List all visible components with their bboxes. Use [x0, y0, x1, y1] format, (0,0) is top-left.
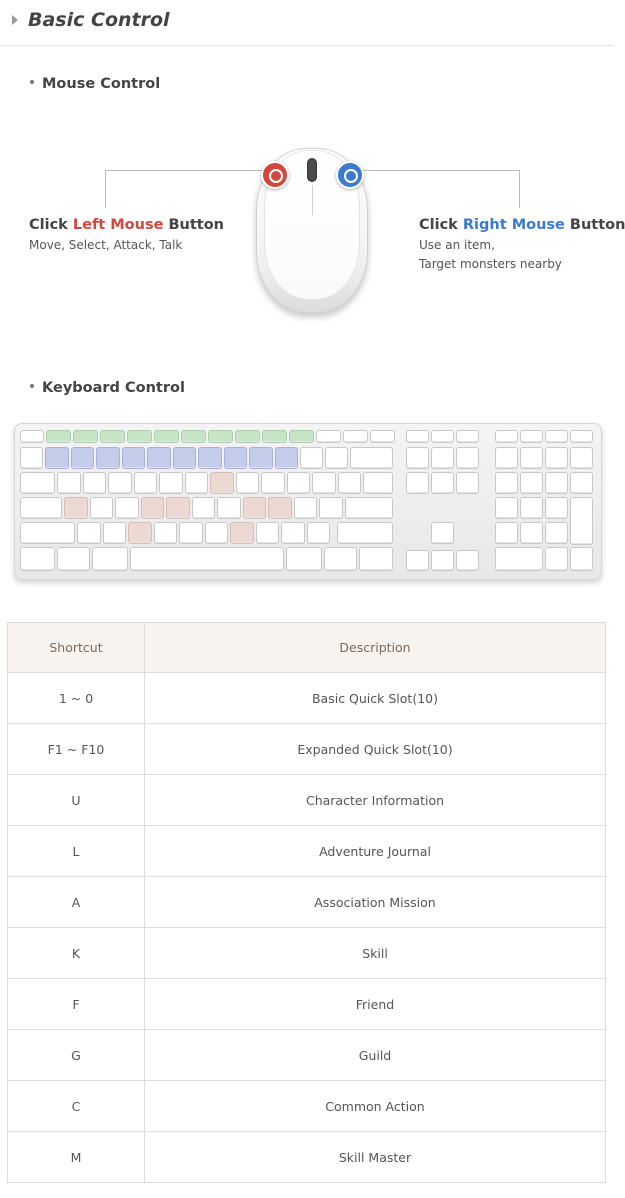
- description-cell: Association Mission: [145, 877, 606, 928]
- shortcut-cell: U: [8, 775, 145, 826]
- keyboard-key: [325, 447, 348, 469]
- keyboard-key: [122, 447, 146, 469]
- description-cell: Friend: [145, 979, 606, 1030]
- keyboard-key: [154, 430, 179, 443]
- keyboard-key: [286, 547, 322, 571]
- table-row: [8, 826, 606, 877]
- keyboard-key: [261, 472, 285, 494]
- keyboard-key: [495, 522, 518, 544]
- shortcut-cell: L: [8, 826, 145, 877]
- keyboard-key: [545, 472, 568, 494]
- keyboard-key: [406, 472, 429, 494]
- keyboard-key: [406, 447, 429, 469]
- keyboard-key: [545, 497, 568, 519]
- description-cell: Skill: [145, 928, 606, 979]
- keyboard-key: [83, 472, 107, 494]
- keyboard-key: [20, 472, 55, 494]
- keyboard-key: [545, 547, 568, 571]
- keyboard-key: [350, 447, 393, 469]
- shortcut-table: [7, 622, 606, 1183]
- keyboard-key: [147, 447, 171, 469]
- keyboard-key: [103, 522, 127, 544]
- keyboard-key: [345, 497, 393, 519]
- keyboard-key: [495, 497, 518, 519]
- triangle-right-icon: [12, 15, 18, 25]
- keyboard-key: [20, 522, 75, 544]
- keyboard-key: [324, 547, 357, 571]
- keyboard-key: [208, 430, 233, 443]
- keyboard-key: [316, 430, 341, 443]
- keyboard-key: [141, 497, 165, 519]
- keyboard-key: [570, 497, 593, 545]
- keyboard-key: [185, 472, 209, 494]
- shortcut-cell: F1 ~ F10: [8, 724, 145, 775]
- keyboard-key: [179, 522, 203, 544]
- keyboard-key: [343, 430, 368, 443]
- table-row: [8, 877, 606, 928]
- keyboard-key: [210, 472, 234, 494]
- right-mouse-button-marker: [336, 161, 364, 189]
- keyboard-key: [256, 522, 280, 544]
- keyboard-key: [198, 447, 222, 469]
- mouse-control-subtitle: [30, 76, 160, 92]
- description-cell: Guild: [145, 1030, 606, 1081]
- keyboard-key: [127, 430, 152, 443]
- shortcut-cell: F: [8, 979, 145, 1030]
- keyboard-key: [300, 447, 323, 469]
- bullet-icon: [30, 384, 34, 388]
- keyboard-key: [235, 430, 260, 443]
- keyboard-key: [154, 522, 178, 544]
- keyboard-key: [71, 447, 95, 469]
- shortcut-cell: A: [8, 877, 145, 928]
- table-row: [8, 928, 606, 979]
- left-mouse-button-marker: [261, 161, 289, 189]
- keyboard-key: [159, 472, 183, 494]
- keyboard-key: [319, 497, 343, 519]
- keyboard-control-label: Keyboard Control: [42, 380, 185, 396]
- left-click-description: Move, Select, Attack, Talk: [29, 238, 183, 252]
- keyboard-key: [370, 430, 395, 443]
- keyboard-key: [307, 522, 331, 544]
- keyboard-key: [495, 547, 543, 571]
- scroll-wheel-icon: [307, 158, 317, 182]
- keyboard-key: [520, 430, 543, 443]
- keyboard-key: [289, 430, 314, 443]
- keyboard-key: [230, 522, 254, 544]
- shortcut-cell: M: [8, 1132, 145, 1183]
- left-connector-line: [105, 170, 270, 171]
- keyboard-key: [217, 497, 241, 519]
- keyboard-key: [406, 430, 429, 443]
- keyboard-key: [312, 472, 336, 494]
- description-cell: Character Information: [145, 775, 606, 826]
- keyboard-key: [20, 430, 44, 443]
- mouse-control-label: Mouse Control: [42, 76, 161, 92]
- keyboard-key: [431, 430, 454, 443]
- description-cell: Expanded Quick Slot(10): [145, 724, 606, 775]
- keyboard-key: [181, 430, 206, 443]
- keyboard-key: [20, 497, 62, 519]
- keyboard-key: [431, 447, 454, 469]
- keyboard-key: [456, 550, 479, 571]
- right-click-description: Use an item, Target monsters nearby: [419, 238, 562, 271]
- keyboard-key: [134, 472, 158, 494]
- keyboard-key: [57, 472, 81, 494]
- bullet-icon: [30, 80, 34, 84]
- keyboard-key: [431, 472, 454, 494]
- description-cell: Common Action: [145, 1081, 606, 1132]
- left-connector-line: [105, 170, 106, 208]
- keyboard-illustration: [14, 423, 602, 580]
- keyboard-key: [192, 497, 216, 519]
- left-click-title: Click Left Mouse Button: [29, 217, 224, 233]
- keyboard-key: [456, 447, 479, 469]
- left-mouse-highlight: Left Mouse: [72, 217, 164, 233]
- keyboard-key: [520, 447, 543, 469]
- keyboard-key: [456, 472, 479, 494]
- keyboard-key: [545, 522, 568, 544]
- keyboard-key: [495, 472, 518, 494]
- keyboard-key: [456, 430, 479, 443]
- keyboard-key: [495, 430, 518, 443]
- keyboard-key: [45, 447, 69, 469]
- table-row: [8, 1030, 606, 1081]
- shortcut-column-header: Shortcut: [8, 623, 145, 673]
- keyboard-key: [243, 497, 267, 519]
- shortcut-cell: 1 ~ 0: [8, 673, 145, 724]
- keyboard-key: [275, 447, 299, 469]
- table-row: [8, 1081, 606, 1132]
- keyboard-key: [294, 497, 318, 519]
- description-column-header: Description: [145, 623, 606, 673]
- right-click-title: Click Right Mouse Button: [419, 217, 625, 233]
- table-row: [8, 775, 606, 826]
- keyboard-key: [115, 497, 139, 519]
- keyboard-key: [92, 547, 128, 571]
- keyboard-key: [100, 430, 125, 443]
- mouse-button-divider: [312, 185, 313, 215]
- table-header-row: [8, 623, 606, 673]
- keyboard-key: [73, 430, 98, 443]
- table-body: [8, 673, 606, 1183]
- keyboard-key: [77, 522, 101, 544]
- section-header: [0, 0, 614, 46]
- keyboard-key: [570, 472, 593, 494]
- section-title: Basic Control: [28, 9, 170, 31]
- table-row: [8, 724, 606, 775]
- keyboard-key: [363, 472, 393, 494]
- keyboard-key: [495, 447, 518, 469]
- keyboard-key: [64, 497, 88, 519]
- table-row: [8, 673, 606, 724]
- keyboard-key: [570, 430, 593, 443]
- keyboard-key: [57, 547, 90, 571]
- keyboard-key: [96, 447, 120, 469]
- keyboard-key: [545, 430, 568, 443]
- description-cell: Basic Quick Slot(10): [145, 673, 606, 724]
- right-mouse-highlight: Right Mouse: [462, 217, 565, 233]
- keyboard-key: [520, 497, 543, 519]
- keyboard-key: [338, 472, 362, 494]
- keyboard-key: [108, 472, 132, 494]
- keyboard-key: [46, 430, 71, 443]
- keyboard-key: [281, 522, 305, 544]
- keyboard-key: [545, 447, 568, 469]
- keyboard-key: [520, 472, 543, 494]
- keyboard-key: [166, 497, 190, 519]
- right-connector-line: [352, 170, 520, 171]
- shortcut-cell: G: [8, 1030, 145, 1081]
- keyboard-key: [570, 447, 593, 469]
- keyboard-key: [130, 547, 284, 571]
- keyboard-key: [359, 547, 393, 571]
- keyboard-key: [173, 447, 197, 469]
- keyboard-key: [287, 472, 311, 494]
- shortcut-cell: K: [8, 928, 145, 979]
- keyboard-key: [236, 472, 260, 494]
- keyboard-key: [205, 522, 229, 544]
- keyboard-key: [431, 550, 454, 571]
- keyboard-key: [431, 522, 454, 544]
- keyboard-key: [337, 522, 393, 544]
- shortcut-cell: C: [8, 1081, 145, 1132]
- right-connector-line: [519, 170, 520, 208]
- keyboard-key: [20, 547, 55, 571]
- keyboard-key: [406, 550, 429, 571]
- description-cell: Skill Master: [145, 1132, 606, 1183]
- keyboard-key: [262, 430, 287, 443]
- keyboard-key: [268, 497, 292, 519]
- keyboard-key: [570, 547, 593, 571]
- keyboard-control-subtitle: [30, 380, 185, 396]
- table-row: [8, 979, 606, 1030]
- keyboard-key: [90, 497, 114, 519]
- table-row: [8, 1132, 606, 1183]
- keyboard-key: [224, 447, 248, 469]
- keyboard-key: [128, 522, 152, 544]
- keyboard-key: [520, 522, 543, 544]
- description-cell: Adventure Journal: [145, 826, 606, 877]
- keyboard-key: [249, 447, 273, 469]
- keyboard-key: [20, 447, 43, 469]
